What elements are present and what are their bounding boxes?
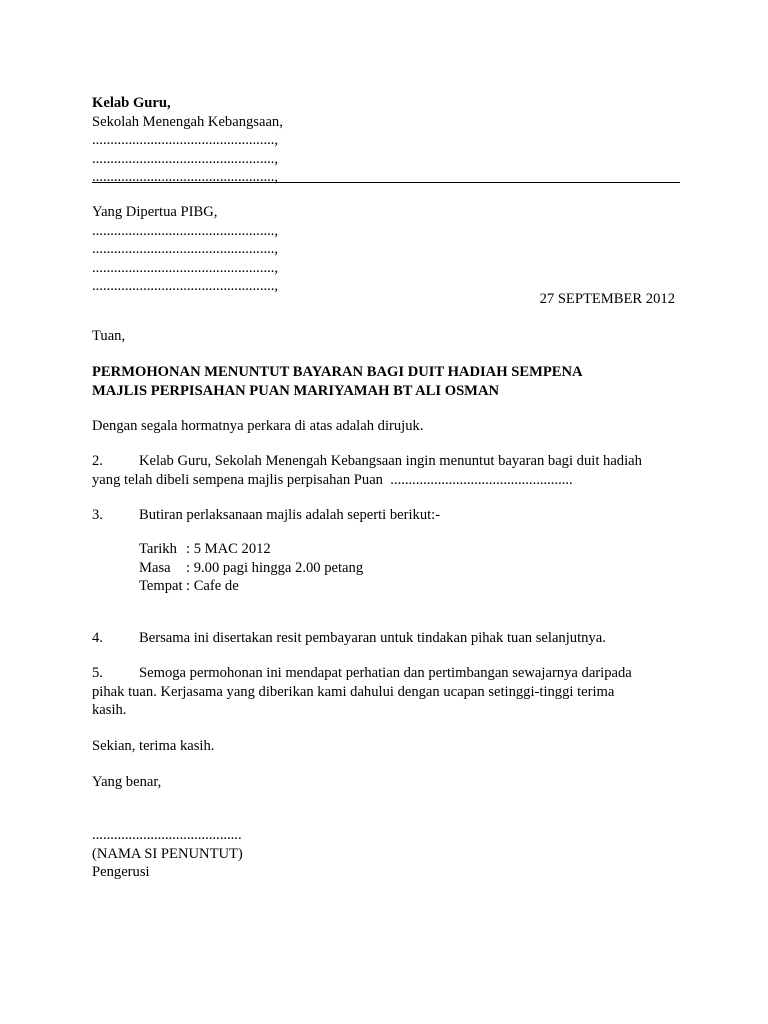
detail-value: : 9.00 pagi hingga 2.00 petang xyxy=(186,559,364,576)
sender-block xyxy=(92,94,682,187)
paragraph-text: kasih. xyxy=(92,702,127,718)
recipient-address-line: .................................................., xyxy=(92,259,279,276)
sender-name: Kelab Guru, xyxy=(92,95,171,111)
subject-line: PERMOHONAN MENUNTUT BAYARAN BAGI DUIT HADIAH SEMPENA xyxy=(92,364,583,380)
detail-row xyxy=(139,577,639,596)
paragraph-text: Semoga permohonan ini mendapat perhatian dan pertimbangan sewajarnya daripada xyxy=(139,665,632,681)
signatory-name: (NAMA SI PENUNTUT) xyxy=(92,845,243,862)
recipient-address-line: .................................................., xyxy=(92,241,279,257)
sign-off xyxy=(92,773,682,792)
paragraph-5 xyxy=(92,664,682,720)
signatory-position: Pengerusi xyxy=(92,864,150,880)
detail-value: : Cafe de xyxy=(186,578,239,594)
paragraph-number: 4. xyxy=(92,630,103,646)
paragraph-number: 3. xyxy=(92,507,103,523)
detail-label: Masa xyxy=(139,559,171,576)
subject-line: MAJLIS PERPISAHAN PUAN MARIYAMAH BT ALI OSMAN xyxy=(92,382,500,399)
sender-address-line: .................................................., xyxy=(92,132,279,148)
closing xyxy=(92,737,682,756)
paragraph-4 xyxy=(92,629,682,648)
detail-label: Tempat xyxy=(139,578,183,594)
salutation-text: Tuan, xyxy=(92,328,126,344)
salutation xyxy=(92,327,682,346)
paragraph-number: 2. xyxy=(92,453,103,469)
sender-address-line: .................................................., xyxy=(92,169,279,185)
recipient-block xyxy=(92,203,682,296)
recipient-address-line: .................................................., xyxy=(92,222,279,239)
header-divider xyxy=(92,182,680,183)
sender-address-line: .................................................., xyxy=(92,150,279,167)
intro-text: Dengan segala hormatnya perkara di atas adalah dirujuk. xyxy=(92,418,424,434)
recipient-address-line: .................................................., xyxy=(92,278,279,294)
closing-text: Sekian, terima kasih. xyxy=(92,738,215,754)
intro-paragraph xyxy=(92,417,682,436)
letter-date: 27 SEPTEMBER 2012 xyxy=(539,291,675,307)
recipient-title: Yang Dipertua PIBG, xyxy=(92,204,218,220)
paragraph-3 xyxy=(92,506,682,525)
paragraph-text: Butiran perlaksanaan majlis adalah seperti berikut:- xyxy=(139,507,441,523)
detail-row xyxy=(139,540,639,559)
sign-off-text: Yang benar, xyxy=(92,774,162,790)
paragraph-number: 5. xyxy=(92,665,103,681)
sender-school: Sekolah Menengah Kebangsaan, xyxy=(92,113,283,130)
paragraph-text: Bersama ini disertakan resit pembayaran untuk tindakan pihak tuan selanjutnya. xyxy=(139,630,606,646)
event-details xyxy=(139,540,639,596)
detail-row xyxy=(139,559,639,578)
paragraph-2 xyxy=(92,452,682,489)
paragraph-text: pihak tuan. Kerjasama yang diberikan kami dahului dengan ucapan setinggi-tinggi terima xyxy=(92,683,615,700)
detail-label: Tarikh xyxy=(139,541,177,557)
signature-block xyxy=(92,826,682,882)
signature-line: ......................................... xyxy=(92,827,242,843)
paragraph-text: Kelab Guru, Sekolah Menengah Kebangsaan ingin menuntut bayaran bagi duit hadiah xyxy=(139,453,642,469)
paragraph-text: yang telah dibeli sempena majlis perpisahan Puan .................................................. xyxy=(92,471,573,488)
detail-value: : 5 MAC 2012 xyxy=(186,541,271,557)
subject-heading xyxy=(92,363,682,400)
